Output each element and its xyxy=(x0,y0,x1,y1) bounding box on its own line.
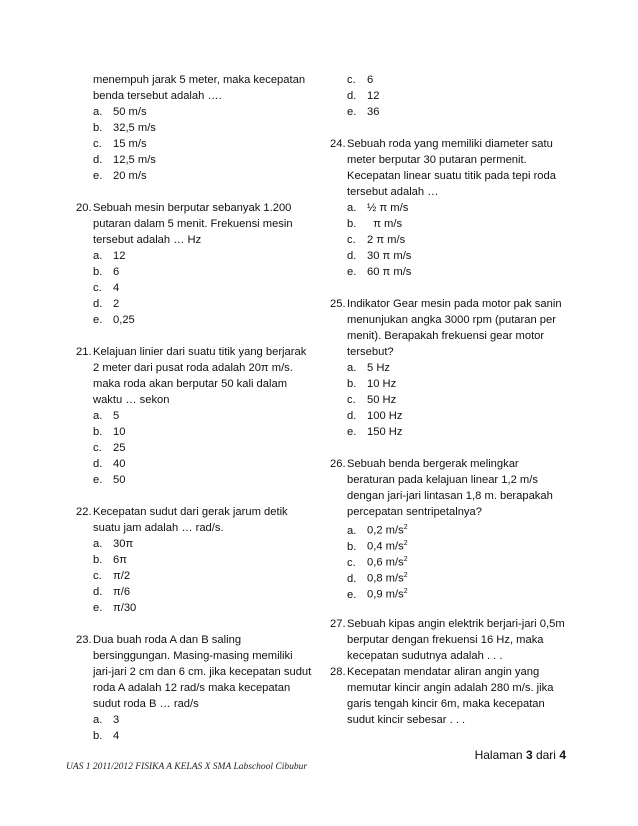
option-text: π/6 xyxy=(113,586,131,598)
question-line xyxy=(76,344,316,360)
option-letter: e. xyxy=(93,602,103,614)
answer-option xyxy=(330,104,580,120)
option-letter: d. xyxy=(347,410,357,422)
option-text: 6 xyxy=(367,74,374,86)
option-text: 15 m/s xyxy=(113,138,147,150)
answer-option xyxy=(330,552,580,568)
spacer xyxy=(330,280,580,296)
option-letter: a. xyxy=(93,714,103,726)
question-text: Sebuah benda bergerak melingkar xyxy=(347,458,519,470)
option-text: 32,5 m/s xyxy=(113,122,156,134)
spacer xyxy=(330,600,580,616)
question-line xyxy=(330,664,580,680)
question-number: 26. xyxy=(330,458,346,470)
option-text: 30π xyxy=(113,538,134,550)
footer-exam-title: UAS 1 2011/2012 FISIKA A KELAS X SMA Labschool Cibubur xyxy=(66,762,308,772)
option-text: 36 xyxy=(367,106,380,118)
question-text-continued: kecepatan sudutnya adalah . . . xyxy=(347,650,503,662)
option-letter: b. xyxy=(347,218,357,230)
answer-option xyxy=(330,264,580,280)
option-text: 0,9 m/s xyxy=(367,588,404,601)
answer-option xyxy=(76,712,316,728)
option-superscript: 2 xyxy=(403,524,408,531)
answer-option xyxy=(76,600,316,616)
question-text: Kelajuan linier dari suatu titik yang berjarak xyxy=(93,346,307,358)
option-superscript: 2 xyxy=(403,588,408,595)
option-text: 4 xyxy=(113,730,120,742)
option-text: 30 π m/s xyxy=(367,250,412,262)
option-text: 10 Hz xyxy=(367,378,397,390)
option-text: 40 xyxy=(113,458,126,470)
question-line xyxy=(330,296,580,312)
answer-option xyxy=(76,104,316,120)
option-text: 2 xyxy=(113,298,120,310)
question-text: Sebuah kipas angin elektrik berjari-jari 0,5m xyxy=(347,618,565,630)
option-text: 150 Hz xyxy=(367,426,403,438)
option-text: 2 π m/s xyxy=(367,234,406,246)
question-text-continued: tersebut? xyxy=(347,346,394,358)
question-text-continued: putaran dalam 5 menit. Frekuensi mesin xyxy=(93,218,293,230)
page-mid: dari xyxy=(532,748,560,762)
page-number xyxy=(475,748,566,762)
question-text-continued: tersebut adalah … Hz xyxy=(93,234,202,246)
option-text: 25 xyxy=(113,442,126,454)
question-text: Sebuah roda yang memiliki diameter satu xyxy=(347,138,553,150)
option-letter: b. xyxy=(93,730,103,742)
answer-option xyxy=(76,248,316,264)
question-text: Sebuah mesin berputar sebanyak 1.200 xyxy=(93,202,292,214)
option-letter: e. xyxy=(347,426,357,438)
answer-option xyxy=(330,392,580,408)
option-letter: c. xyxy=(347,74,356,86)
answer-option xyxy=(76,552,316,568)
option-letter: c. xyxy=(347,234,356,246)
question-text-continued: jari-jari 2 cm dan 6 cm. jika kecepatan sudut xyxy=(93,666,312,678)
page-prefix: Halaman xyxy=(474,748,526,762)
option-text: 10 xyxy=(113,426,126,438)
question-text-continued: dengan jari-jari lintasan 1,8 m. berapakah xyxy=(347,490,553,502)
option-text: 60 π m/s xyxy=(367,266,412,278)
option-text: 12,5 m/s xyxy=(113,154,156,166)
question-line xyxy=(330,616,580,632)
question-number: 22. xyxy=(76,506,92,518)
answer-option xyxy=(330,88,580,104)
option-text: ½ π m/s xyxy=(367,202,409,214)
question-text-continued: menit). Berapakah frekuensi gear motor xyxy=(347,330,545,342)
answer-option xyxy=(76,280,316,296)
option-letter: e. xyxy=(347,588,357,601)
question-text: Kecepatan sudut dari gerak jarum detik xyxy=(93,506,288,518)
option-text: 5 xyxy=(113,410,120,422)
option-text: π/2 xyxy=(113,570,131,582)
option-letter: d. xyxy=(347,250,357,262)
option-letter: a. xyxy=(347,362,357,374)
answer-option xyxy=(330,360,580,376)
question-text: Dua buah roda A dan B saling xyxy=(93,634,242,646)
answer-option xyxy=(330,200,580,216)
option-letter: d. xyxy=(93,586,103,598)
spacer xyxy=(76,616,316,632)
option-letter: c. xyxy=(347,394,356,406)
question-line xyxy=(330,136,580,152)
option-letter: a. xyxy=(93,250,103,262)
option-letter: b. xyxy=(93,266,103,278)
answer-option xyxy=(76,120,316,136)
question-text-continued: suatu jam adalah … rad/s. xyxy=(93,522,224,534)
question-text-continued: garis tengah kincir 6m, maka kecepatan xyxy=(347,698,545,710)
spacer xyxy=(330,440,580,456)
question-number: 28. xyxy=(330,666,346,678)
option-text: 6π xyxy=(113,554,127,566)
option-text: 0,8 m/s xyxy=(367,572,404,585)
option-text: 12 xyxy=(113,250,126,262)
answer-option xyxy=(330,408,580,424)
question-line xyxy=(76,504,316,520)
question-text-continued: roda A adalah 12 rad/s maka kecepatan xyxy=(93,682,291,694)
option-text: 20 m/s xyxy=(113,170,147,182)
option-letter: b. xyxy=(93,426,103,438)
option-text: 12 xyxy=(367,90,380,102)
option-letter: c. xyxy=(93,282,102,294)
option-text: 0,2 m/s xyxy=(367,524,404,537)
option-text: 50 m/s xyxy=(113,106,147,118)
question-text-continued: menempuh jarak 5 meter, maka kecepatan xyxy=(93,74,306,86)
option-letter: a. xyxy=(347,524,357,537)
answer-option xyxy=(76,568,316,584)
question-text-continued: sudut kincir sebesar . . . xyxy=(347,714,466,726)
option-letter: a. xyxy=(93,106,103,118)
option-letter: c. xyxy=(93,138,102,150)
option-letter: c. xyxy=(93,442,102,454)
question-line xyxy=(330,456,580,472)
option-superscript: 2 xyxy=(403,572,408,579)
option-letter: b. xyxy=(93,122,103,134)
option-letter: d. xyxy=(347,90,357,102)
answer-option xyxy=(76,456,316,472)
option-text: 50 xyxy=(113,474,126,486)
answer-option xyxy=(330,568,580,584)
question-text: Kecepatan mendatar aliran angin yang xyxy=(347,666,540,678)
spacer xyxy=(76,328,316,344)
question-text-continued: bersinggungan. Masing-masing memiliki xyxy=(93,650,293,662)
option-text: 5 Hz xyxy=(367,362,391,374)
answer-option xyxy=(330,216,580,232)
option-letter: d. xyxy=(93,298,103,310)
option-text: 50 Hz xyxy=(367,394,397,406)
question-line xyxy=(76,200,316,216)
answer-option xyxy=(76,424,316,440)
option-letter: a. xyxy=(93,538,103,550)
answer-option xyxy=(76,472,316,488)
answer-option xyxy=(76,584,316,600)
answer-option xyxy=(76,296,316,312)
option-letter: e. xyxy=(347,266,357,278)
option-text: 0,25 xyxy=(113,314,135,326)
option-letter: c. xyxy=(93,570,102,582)
answer-option xyxy=(76,168,316,184)
answer-option xyxy=(330,424,580,440)
option-letter: a. xyxy=(93,410,103,422)
left-column xyxy=(76,72,316,744)
answer-option xyxy=(76,440,316,456)
option-text: π m/s xyxy=(367,218,403,230)
question-number: 21. xyxy=(76,346,92,358)
spacer xyxy=(330,120,580,136)
question-number: 23. xyxy=(76,634,92,646)
answer-option xyxy=(76,312,316,328)
question-text-continued: benda tersebut adalah …. xyxy=(93,90,222,102)
option-letter: b. xyxy=(347,540,357,553)
option-letter: d. xyxy=(347,572,357,585)
question-text-continued: meter berputar 30 putaran permenit. xyxy=(347,154,527,166)
question-number: 24. xyxy=(330,138,346,150)
answer-option xyxy=(330,536,580,552)
option-letter: e. xyxy=(93,314,103,326)
option-letter: e. xyxy=(93,474,103,486)
option-text: 0,4 m/s xyxy=(367,540,404,553)
spacer xyxy=(76,488,316,504)
option-superscript: 2 xyxy=(403,556,408,563)
answer-option xyxy=(76,536,316,552)
question-number: 25. xyxy=(330,298,346,310)
option-text: 4 xyxy=(113,282,120,294)
option-letter: b. xyxy=(93,554,103,566)
question-text-continued: menunjukan angka 3000 rpm (putaran per xyxy=(347,314,556,326)
option-letter: d. xyxy=(93,154,103,166)
question-text-continued: maka roda akan berputar 50 kali dalam xyxy=(93,378,288,390)
option-text: π/30 xyxy=(113,602,137,614)
option-text: 100 Hz xyxy=(367,410,403,422)
answer-option xyxy=(330,72,580,88)
spacer xyxy=(76,184,316,200)
question-text-continued: berputar dengan frekuensi 16 Hz, maka xyxy=(347,634,544,646)
answer-option xyxy=(330,520,580,536)
answer-option xyxy=(76,408,316,424)
option-letter: d. xyxy=(93,458,103,470)
question-text-continued: sudut roda B … rad/s xyxy=(93,698,199,710)
question-text-continued: Kecepatan linear suatu titik pada tepi roda xyxy=(347,170,556,182)
answer-option xyxy=(76,136,316,152)
option-superscript: 2 xyxy=(403,540,408,547)
question-number: 27. xyxy=(330,618,346,630)
answer-option xyxy=(76,152,316,168)
question-text-continued: 2 meter dari pusat roda adalah 20π m/s. xyxy=(93,362,293,374)
option-letter: c. xyxy=(347,556,356,569)
option-text: 0,6 m/s xyxy=(367,556,404,569)
question-text-continued: tersebut adalah … xyxy=(347,186,439,198)
option-text: 6 xyxy=(113,266,120,278)
question-text: Indikator Gear mesin pada motor pak sanin xyxy=(347,298,562,310)
question-line xyxy=(76,632,316,648)
option-letter: e. xyxy=(347,106,357,118)
answer-option xyxy=(76,728,316,744)
option-text: 3 xyxy=(113,714,120,726)
option-letter: a. xyxy=(347,202,357,214)
question-text-continued: beraturan pada kelajuan linear 1,2 m/s xyxy=(347,474,538,486)
question-text-continued: waktu … sekon xyxy=(93,394,170,406)
question-text-continued: memutar kincir angin adalah 280 m/s. jika xyxy=(347,682,554,694)
option-letter: e. xyxy=(93,170,103,182)
answer-option xyxy=(330,584,580,600)
option-letter: b. xyxy=(347,378,357,390)
answer-option xyxy=(330,376,580,392)
question-text-continued: percepatan sentripetalnya? xyxy=(347,506,482,518)
answer-option xyxy=(76,264,316,280)
page-current: 3 xyxy=(525,748,533,762)
right-column xyxy=(330,72,580,728)
question-number: 20. xyxy=(76,202,92,214)
answer-option xyxy=(330,232,580,248)
answer-option xyxy=(330,248,580,264)
page-total: 4 xyxy=(559,748,566,762)
